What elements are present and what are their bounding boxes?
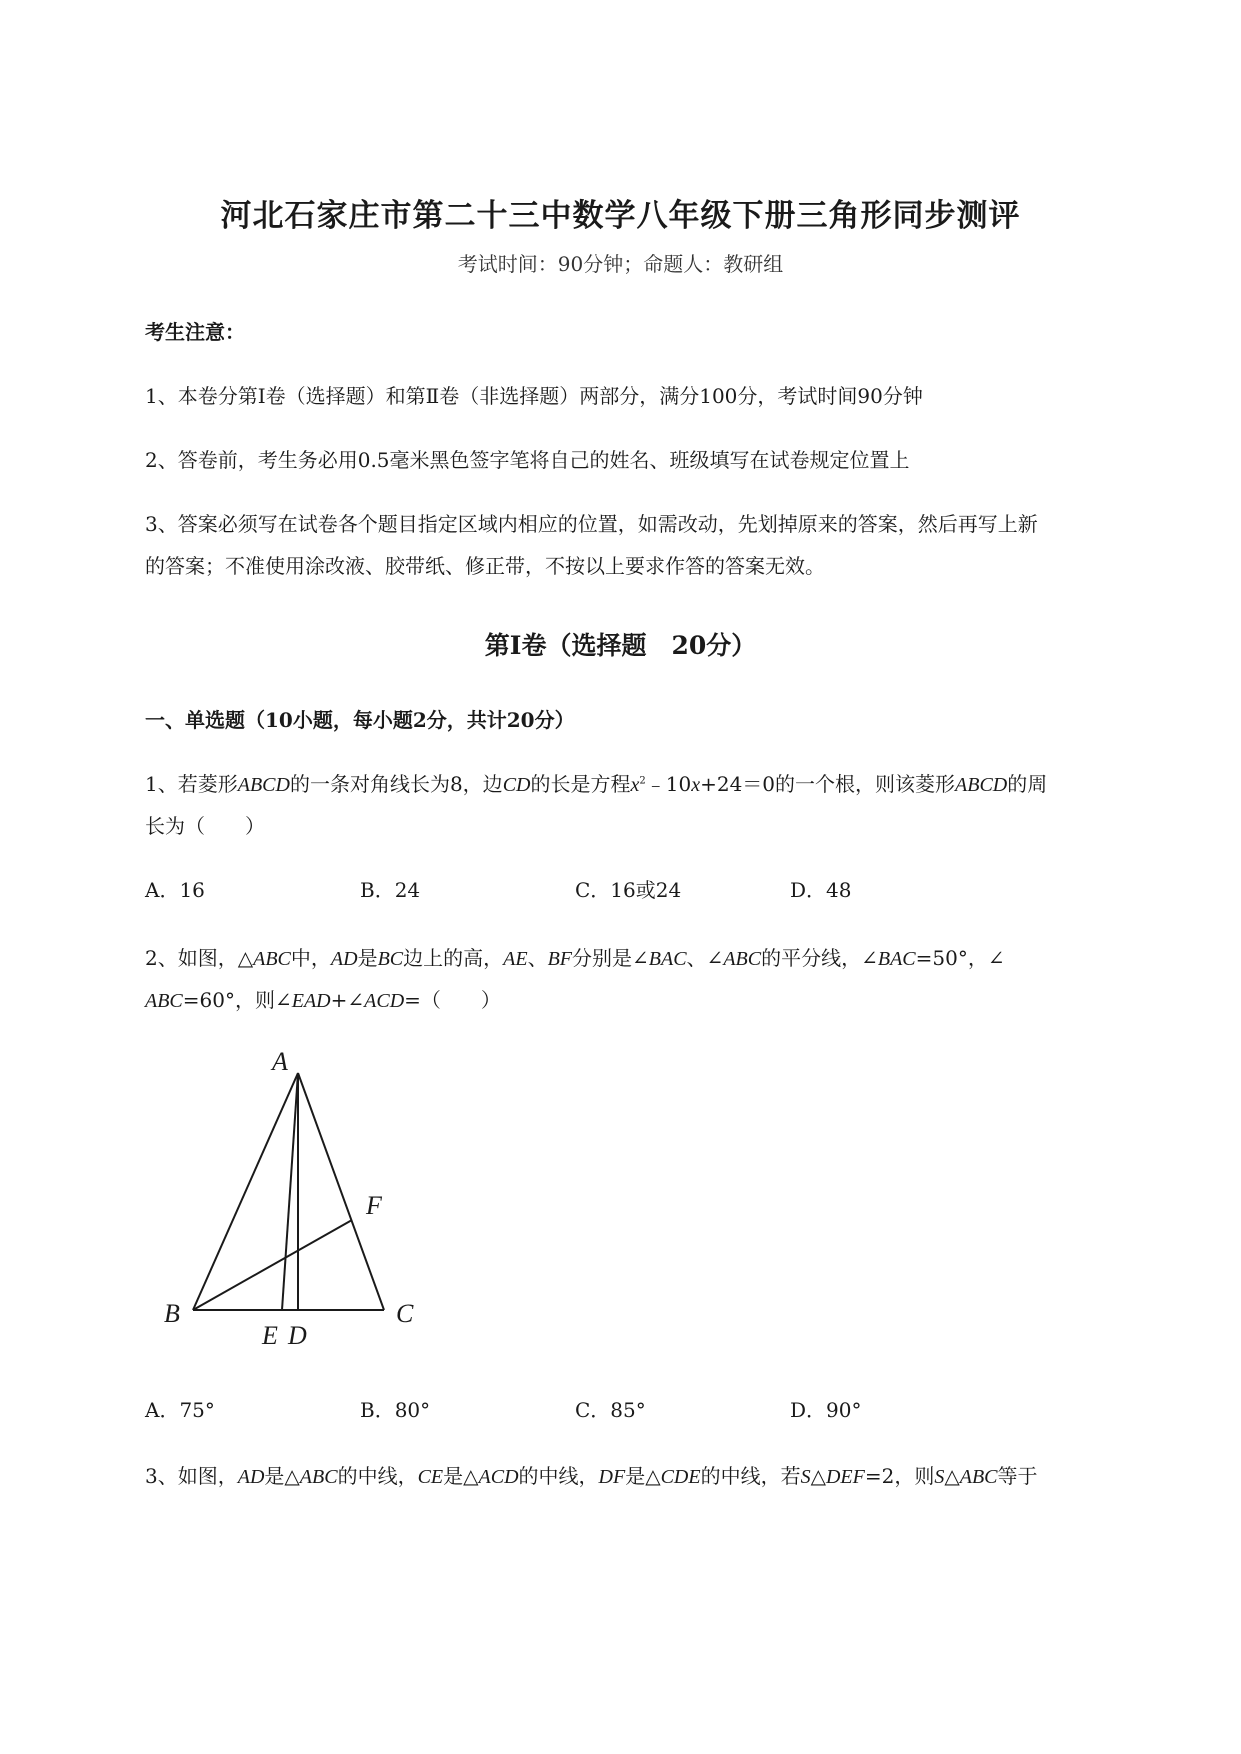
vertex-label-b: B [164,1299,180,1328]
point-label-d: D [288,1321,307,1350]
page-title: 河北石家庄市第二十三中数学八年级下册三角形同步测评 [220,198,1021,234]
vertex-label-c: C [396,1299,414,1328]
vertex-label-a: A [272,1047,288,1076]
q2-option-b[interactable]: B．80° [360,1398,431,1422]
point-label-e: E [262,1321,278,1350]
q1-option-b[interactable]: B．24 [360,878,421,902]
part-heading: 一、单选题（10小题，每小题2分，共计20分） [145,708,575,732]
triangle-figure [150,1040,440,1350]
q2-option-d[interactable]: D．90° [790,1398,862,1422]
q2-option-c[interactable]: C．85° [575,1398,646,1422]
question-2-line-1: 2、如图，△ABC中，AD是BC边上的高，AE、BF分别是∠BAC、∠ABC的平分线，∠BAC=50°，∠ [145,946,1005,970]
exam-info: 考试时间：90分钟；命题人：教研组 [457,252,784,276]
question-1-line-1: 1、若菱形ABCD的一条对角线长为8，边CD的长是方程$x^2﹣10x+24=0$的一个根，则该菱形ABCD的周 [145,772,1048,796]
q2-option-a[interactable]: A．75° [145,1398,215,1422]
notice-item-3-line-2: 的答案；不准使用涂改液、胶带纸、修正带，不按以上要求作答的答案无效。 [145,554,825,578]
notice-item-1: 1、本卷分第Ⅰ卷（选择题）和第Ⅱ卷（非选择题）两部分，满分100分，考试时间90分钟 [145,384,923,408]
side-ab [193,1073,298,1310]
q1-option-d[interactable]: D．48 [790,878,852,902]
section-title: 第Ⅰ卷（选择题 20分） [484,631,757,660]
notice-item-2: 2、答卷前，考生务必用0.5毫米黑色签字笔将自己的姓名、班级填写在试卷规定位置上 [145,448,910,472]
question-2-line-2: ABC=60°，则∠EAD+∠ACD=（ ） [145,988,501,1012]
point-label-f: F [366,1191,382,1220]
notice-heading: 考生注意： [145,320,245,344]
q1-option-a[interactable]: A．16 [145,878,205,902]
q1-option-c[interactable]: C．16或24 [575,878,682,902]
question-1-line-2: 长为（ ） [145,814,265,838]
bisector-ae [282,1073,298,1310]
bisector-bf [193,1220,352,1310]
question-3-line-1: 3、如图，AD是△ABC的中线，CE是△ACD的中线，DF是△CDE的中线，若S△DEF=2，则S△ABC等于 [145,1464,1038,1488]
notice-item-3-line-1: 3、答案必须写在试卷各个题目指定区域内相应的位置，如需改动，先划掉原来的答案，然后再写上新 [145,512,1038,536]
